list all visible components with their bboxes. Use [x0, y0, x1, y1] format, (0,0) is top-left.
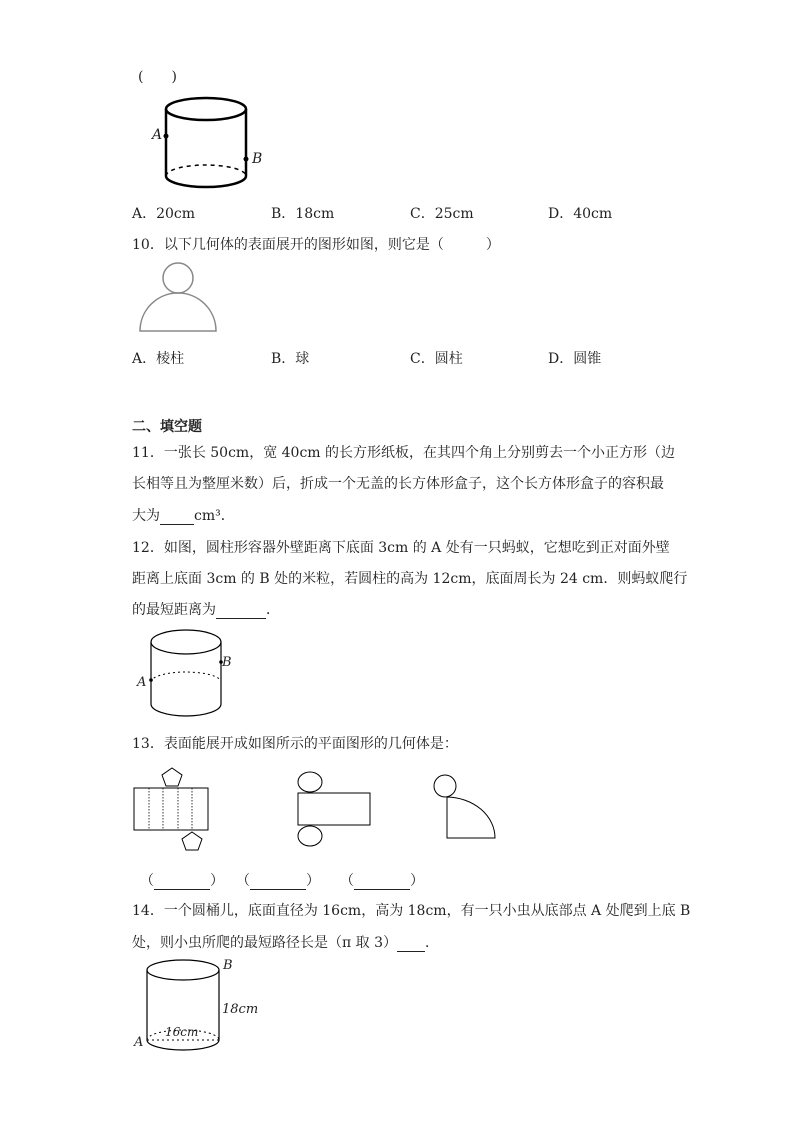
q10-option-b[interactable]: B．球 — [271, 351, 310, 367]
q14-answer-blank[interactable] — [397, 935, 425, 952]
q9-label-b: B — [252, 151, 263, 167]
q11-line-3-prefix: 大为 — [132, 508, 160, 524]
q9-option-b[interactable]: B．18cm — [271, 206, 335, 222]
q10-stem: 10．以下几何体的表面展开的图形如图，则它是（ ） — [132, 237, 500, 253]
q9-cylinder-figure — [150, 95, 263, 195]
q13-net-cylinder — [295, 770, 375, 850]
q9-option-d[interactable]: D．40cm — [548, 206, 613, 222]
q12-cylinder-figure — [146, 628, 226, 720]
q14-label-a: A — [134, 1035, 144, 1050]
q11-line-3-suffix: cm³． — [194, 508, 235, 524]
q14-line-2-suffix: ． — [425, 935, 440, 951]
q9-option-a[interactable]: A．20cm — [132, 206, 196, 222]
q13-answer-3 — [340, 870, 424, 890]
q12-answer-blank[interactable] — [216, 602, 266, 619]
q9-option-c[interactable]: C．25cm — [410, 206, 474, 222]
section-title-fill-in: 二、填空题 — [132, 419, 202, 435]
q13-net-prism — [132, 766, 212, 854]
q11-line-3 — [132, 505, 235, 525]
q12-line-1: 12．如图，圆柱形容器外壁距离下底面 3cm 的 A 处有一只蚂蚁，它想吃到正对面外壁 — [132, 540, 670, 556]
q14-line-2-prefix: 处，则小虫所爬的最短路径长是（π 取 3） — [132, 935, 398, 951]
q10-option-d[interactable]: D．圆锥 — [548, 351, 602, 367]
q13-answer-2-blank[interactable] — [250, 873, 306, 890]
q10-option-a[interactable]: A．棱柱 — [132, 351, 185, 367]
q13-answer-3-blank[interactable] — [354, 873, 410, 890]
q11-line-1: 11．一张长 50cm，宽 40cm 的长方形纸板，在其四个角上分别剪去一个小正方形（边 — [132, 445, 676, 461]
q13-stem: 13．表面能展开成如图所示的平面图形的几何体是： — [132, 736, 458, 752]
q14-line-1: 14．一个圆桶儿，底面直径为 16cm，高为 18cm，有一只小虫从底部点 A 处爬到上底 B — [132, 903, 691, 919]
q13-answer-1 — [140, 870, 224, 890]
q12-line-2: 距离上底面 3cm 的 B 处的米粒，若圆柱的高为 12cm，底面周长为 24 cm．则蚂蚁爬行 — [132, 571, 688, 587]
q13-net-cone — [432, 774, 502, 842]
q10-net-figure — [138, 260, 220, 335]
q12-line-3 — [132, 599, 280, 619]
q9-answer-paren: ( ) — [138, 69, 177, 85]
q13-answer-3-close: ） — [410, 873, 424, 889]
q14-diameter-label: 16cm — [165, 1025, 199, 1039]
q14-cylinder-figure — [143, 958, 225, 1054]
q12-label-a: A — [137, 675, 147, 690]
q13-answer-2-open: （ — [236, 873, 250, 889]
q14-height-label: 18cm — [222, 1002, 259, 1017]
q12-line-3-prefix: 的最短距离为 — [132, 602, 216, 618]
q11-answer-blank[interactable] — [160, 508, 194, 525]
q13-answer-1-blank[interactable] — [154, 873, 210, 890]
q13-answer-2-close: ） — [306, 873, 320, 889]
q13-answer-3-open: （ — [340, 873, 354, 889]
q9-label-a: A — [152, 127, 163, 143]
q13-answer-2 — [236, 870, 320, 890]
q14-label-b: B — [223, 958, 233, 973]
q12-label-b: B — [222, 655, 232, 670]
q10-option-c[interactable]: C．圆柱 — [410, 351, 463, 367]
q12-line-3-suffix: ． — [266, 602, 280, 618]
q13-answer-1-close: ） — [210, 873, 224, 889]
q14-line-2 — [132, 932, 439, 952]
q13-answer-1-open: （ — [140, 873, 154, 889]
q11-line-2: 长相等且为整厘米数）后，折成一个无盖的长方体形盒子，这个长方体形盒子的容积最 — [132, 476, 664, 492]
